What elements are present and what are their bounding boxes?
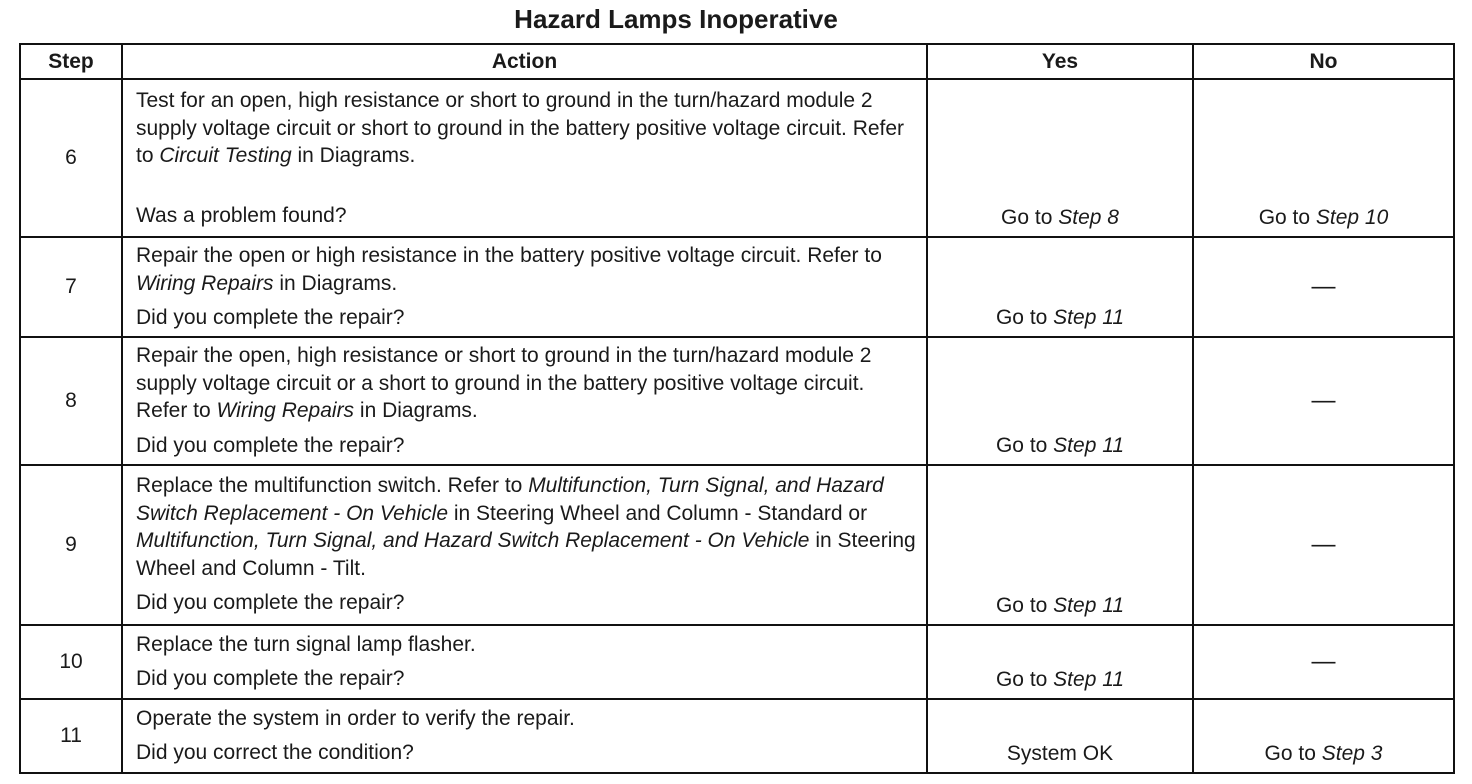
step-reference: Step 11 <box>1053 433 1125 457</box>
step-reference: Step 10 <box>1315 206 1389 229</box>
action-question: Did you complete the repair? <box>136 667 405 690</box>
instruction-text: in Steering Wheel and Column - Standard or <box>448 501 868 525</box>
reference-link-text: Wiring Repairs <box>216 399 355 422</box>
goto-text: Go to <box>995 593 1054 617</box>
yes-outcome <box>927 337 1193 465</box>
diagnostic-table <box>19 43 1455 774</box>
instruction-text: Operate the system in order to verify the repair. <box>136 706 575 730</box>
action-instruction <box>136 472 916 582</box>
yes-outcome <box>927 625 1193 699</box>
goto-text: Go to <box>995 433 1054 457</box>
goto-text: Go to <box>1258 206 1316 229</box>
instruction-text: Replace the multifunction switch. Refer to <box>136 474 529 498</box>
header-yes: Yes <box>927 44 1193 79</box>
goto-text: Go to <box>1001 206 1059 229</box>
action-cell <box>122 625 927 699</box>
yes-outcome: System OK <box>927 699 1193 773</box>
no-outcome: — <box>1193 237 1454 337</box>
action-question: Did you complete the repair? <box>136 433 405 457</box>
action-instruction <box>136 87 916 170</box>
action-instruction <box>136 342 916 425</box>
no-outcome: — <box>1193 337 1454 465</box>
instruction-text: Test for an open, high resistance or short to ground in the turn/hazard module 2 supply voltage circuit or short to ground in the battery positive voltage circuit. Refer to <box>136 89 905 167</box>
header-row <box>20 44 1454 79</box>
action-question: Did you complete the repair? <box>136 591 405 615</box>
no-outcome: — <box>1193 625 1454 699</box>
header-no: No <box>1193 44 1454 79</box>
step-number: 8 <box>20 337 122 465</box>
step-reference: Step 11 <box>1053 667 1125 691</box>
action-question: Was a problem found? <box>136 203 347 227</box>
action-cell <box>122 699 927 773</box>
table-row <box>20 79 1454 237</box>
reference-link-text: Wiring Repairs <box>136 271 274 295</box>
yes-outcome <box>927 79 1193 237</box>
action-instruction <box>136 705 916 733</box>
reference-link-text: Circuit Testing <box>159 144 292 167</box>
action-instruction <box>136 242 916 297</box>
action-question: Did you complete the repair? <box>136 306 405 329</box>
action-cell <box>122 465 927 625</box>
header-step: Step <box>20 44 122 79</box>
table-row <box>20 625 1454 699</box>
step-number: 6 <box>20 79 122 237</box>
action-instruction <box>136 631 916 659</box>
no-outcome: — <box>1193 465 1454 625</box>
instruction-text: in Diagrams. <box>273 271 398 295</box>
goto-text: Go to <box>1264 741 1322 765</box>
step-reference: Step 3 <box>1321 741 1383 765</box>
instruction-text: Repair the open or high resistance in the battery positive voltage circuit. Refer to <box>136 244 882 267</box>
instruction-text: in Steering Wheel and Column - Tilt. <box>136 529 916 580</box>
step-number: 11 <box>20 699 122 773</box>
step-reference: Step 11 <box>1053 305 1125 329</box>
table-row <box>20 237 1454 337</box>
action-question: Did you correct the condition? <box>136 741 414 764</box>
step-number: 9 <box>20 465 122 625</box>
page-title: Hazard Lamps Inoperative <box>514 4 838 34</box>
step-reference: Step 8 <box>1058 206 1119 229</box>
step-reference: Step 11 <box>1053 593 1125 617</box>
table-row <box>20 465 1454 625</box>
goto-text: Go to <box>995 305 1054 329</box>
instruction-text: in Diagrams. <box>354 399 478 422</box>
no-outcome <box>1193 699 1454 773</box>
goto-text: Go to <box>995 667 1054 691</box>
instruction-text: Replace the turn signal lamp flasher. <box>136 632 476 656</box>
action-cell <box>122 337 927 465</box>
instruction-text: Repair the open, high resistance or short to ground in the turn/hazard module 2 supply voltage circuit or a short to ground in the battery positive voltage circuit. Refer to <box>136 344 872 422</box>
table-row <box>20 699 1454 773</box>
yes-outcome <box>927 465 1193 625</box>
reference-link-text: Multifunction, Turn Signal, and Hazard Switch Replacement - On Vehicle <box>136 529 810 553</box>
no-outcome <box>1193 79 1454 237</box>
step-number: 10 <box>20 625 122 699</box>
reference-link-text: Multifunction, Turn Signal, and Hazard Switch Replacement - On Vehicle <box>136 474 884 525</box>
step-number: 7 <box>20 237 122 337</box>
yes-outcome <box>927 237 1193 337</box>
table-row <box>20 337 1454 465</box>
action-cell <box>122 79 927 237</box>
header-action: Action <box>122 44 927 79</box>
instruction-text: in Diagrams. <box>291 144 416 167</box>
action-cell <box>122 237 927 337</box>
